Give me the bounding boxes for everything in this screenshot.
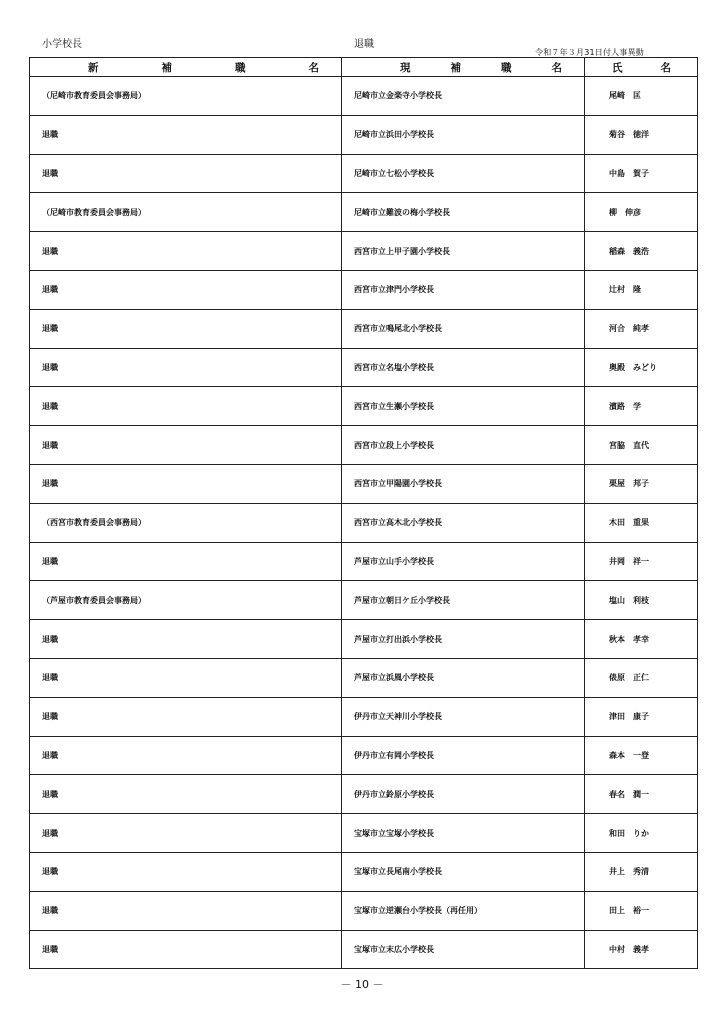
- person-name-cell: 俵原 正仁: [585, 658, 698, 697]
- current-position-cell: 宝塚市立宝塚小学校長: [342, 814, 585, 853]
- new-position-cell: 退職: [30, 775, 342, 814]
- document-category: 小学校長: [42, 39, 82, 50]
- person-name-cell: 濱路 学: [585, 387, 698, 426]
- table-row: [30, 658, 698, 697]
- current-position-cell: 芦屋市立朝日ケ丘小学校長: [342, 581, 585, 620]
- current-position-cell: 伊丹市立天神川小学校長: [342, 697, 585, 736]
- current-position-cell: 伊丹市立有岡小学校長: [342, 736, 585, 775]
- new-position-cell: 退職: [30, 852, 342, 891]
- new-position-cell: 退職: [30, 387, 342, 426]
- person-name-cell: 中島 賀子: [585, 154, 698, 193]
- current-position-cell: 西宮市立生瀬小学校長: [342, 387, 585, 426]
- person-name-cell: 尾崎 匡: [585, 77, 698, 116]
- table-row: [30, 620, 698, 659]
- table-row: [30, 852, 698, 891]
- current-position-cell: 宝塚市立末広小学校長: [342, 930, 585, 969]
- table-row: [30, 736, 698, 775]
- person-name-cell: 奥殿 みどり: [585, 348, 698, 387]
- header-new-position: 新 補 職 名: [30, 58, 342, 77]
- person-name-cell: 津田 康子: [585, 697, 698, 736]
- person-name-cell: 田上 裕一: [585, 891, 698, 930]
- new-position-cell: （尼崎市教育委員会事務局）: [30, 193, 342, 232]
- new-position-cell: （尼崎市教育委員会事務局）: [30, 77, 342, 116]
- document-section: 退職: [354, 39, 374, 50]
- new-position-cell: 退職: [30, 426, 342, 465]
- table-row: [30, 697, 698, 736]
- person-name-cell: 稲森 義浩: [585, 232, 698, 271]
- current-position-cell: 芦屋市立浜風小学校長: [342, 658, 585, 697]
- current-position-cell: 芦屋市立山手小学校長: [342, 542, 585, 581]
- person-name-cell: 辻村 隆: [585, 270, 698, 309]
- person-name-cell: 宮脇 直代: [585, 426, 698, 465]
- new-position-cell: 退職: [30, 270, 342, 309]
- new-position-cell: 退職: [30, 814, 342, 853]
- person-name-cell: 柳 伸彦: [585, 193, 698, 232]
- table-row: [30, 387, 698, 426]
- current-position-cell: 西宮市立甲陽園小学校長: [342, 464, 585, 503]
- table-row: [30, 930, 698, 969]
- table-row: [30, 115, 698, 154]
- new-position-cell: 退職: [30, 232, 342, 271]
- person-name-cell: 木田 重果: [585, 503, 698, 542]
- new-position-cell: 退職: [30, 309, 342, 348]
- new-position-cell: 退職: [30, 464, 342, 503]
- current-position-cell: 芦屋市立打出浜小学校長: [342, 620, 585, 659]
- new-position-cell: 退職: [30, 348, 342, 387]
- new-position-cell: 退職: [30, 542, 342, 581]
- current-position-cell: 西宮市立段上小学校長: [342, 426, 585, 465]
- table-row: [30, 464, 698, 503]
- person-name-cell: 森本 一登: [585, 736, 698, 775]
- person-name-cell: 栗屋 邦子: [585, 464, 698, 503]
- person-name-cell: 菊谷 徳洋: [585, 115, 698, 154]
- person-name-cell: 秋本 孝幸: [585, 620, 698, 659]
- current-position-cell: 尼崎市立七松小学校長: [342, 154, 585, 193]
- new-position-cell: 退職: [30, 930, 342, 969]
- current-position-cell: 尼崎市立浜田小学校長: [342, 115, 585, 154]
- table-row: [30, 154, 698, 193]
- personnel-table: [29, 57, 698, 969]
- page-number: － 10 －: [340, 978, 384, 991]
- person-name-cell: 井岡 祥一: [585, 542, 698, 581]
- current-position-cell: 伊丹市立鈴原小学校長: [342, 775, 585, 814]
- current-position-cell: 宝塚市立長尾南小学校長: [342, 852, 585, 891]
- new-position-cell: 退職: [30, 697, 342, 736]
- table-row: [30, 270, 698, 309]
- new-position-cell: 退職: [30, 154, 342, 193]
- table-row: [30, 193, 698, 232]
- current-position-cell: 西宮市立上甲子園小学校長: [342, 232, 585, 271]
- table-row: [30, 775, 698, 814]
- current-position-cell: 尼崎市立金楽寺小学校長: [342, 77, 585, 116]
- new-position-cell: （芦屋市教育委員会事務局）: [30, 581, 342, 620]
- table-row: [30, 891, 698, 930]
- header-name: 氏 名: [585, 58, 698, 77]
- table-row: [30, 814, 698, 853]
- new-position-cell: 退職: [30, 891, 342, 930]
- new-position-cell: （西宮市教育委員会事務局）: [30, 503, 342, 542]
- new-position-cell: 退職: [30, 658, 342, 697]
- table-header-row: [30, 58, 698, 77]
- table-row: [30, 581, 698, 620]
- person-name-cell: 塩山 利枝: [585, 581, 698, 620]
- person-name-cell: 河合 純孝: [585, 309, 698, 348]
- current-position-cell: 尼崎市立難波の梅小学校長: [342, 193, 585, 232]
- table-row: [30, 232, 698, 271]
- new-position-cell: 退職: [30, 115, 342, 154]
- table-row: [30, 542, 698, 581]
- table-row: [30, 348, 698, 387]
- current-position-cell: 西宮市立鳴尾北小学校長: [342, 309, 585, 348]
- new-position-cell: 退職: [30, 620, 342, 659]
- person-name-cell: 和田 りか: [585, 814, 698, 853]
- new-position-cell: 退職: [30, 736, 342, 775]
- table-row: [30, 426, 698, 465]
- table-row: [30, 77, 698, 116]
- header-current-position: 現 補 職 名: [342, 58, 585, 77]
- table-row: [30, 503, 698, 542]
- current-position-cell: 宝塚市立逆瀬台小学校長（再任用）: [342, 891, 585, 930]
- date-note: 令和７年３月31日付人事異動: [535, 48, 644, 57]
- person-name-cell: 中村 義孝: [585, 930, 698, 969]
- current-position-cell: 西宮市立高木北小学校長: [342, 503, 585, 542]
- table-row: [30, 309, 698, 348]
- person-name-cell: 井上 秀清: [585, 852, 698, 891]
- current-position-cell: 西宮市立名塩小学校長: [342, 348, 585, 387]
- current-position-cell: 西宮市立津門小学校長: [342, 270, 585, 309]
- person-name-cell: 春名 潤一: [585, 775, 698, 814]
